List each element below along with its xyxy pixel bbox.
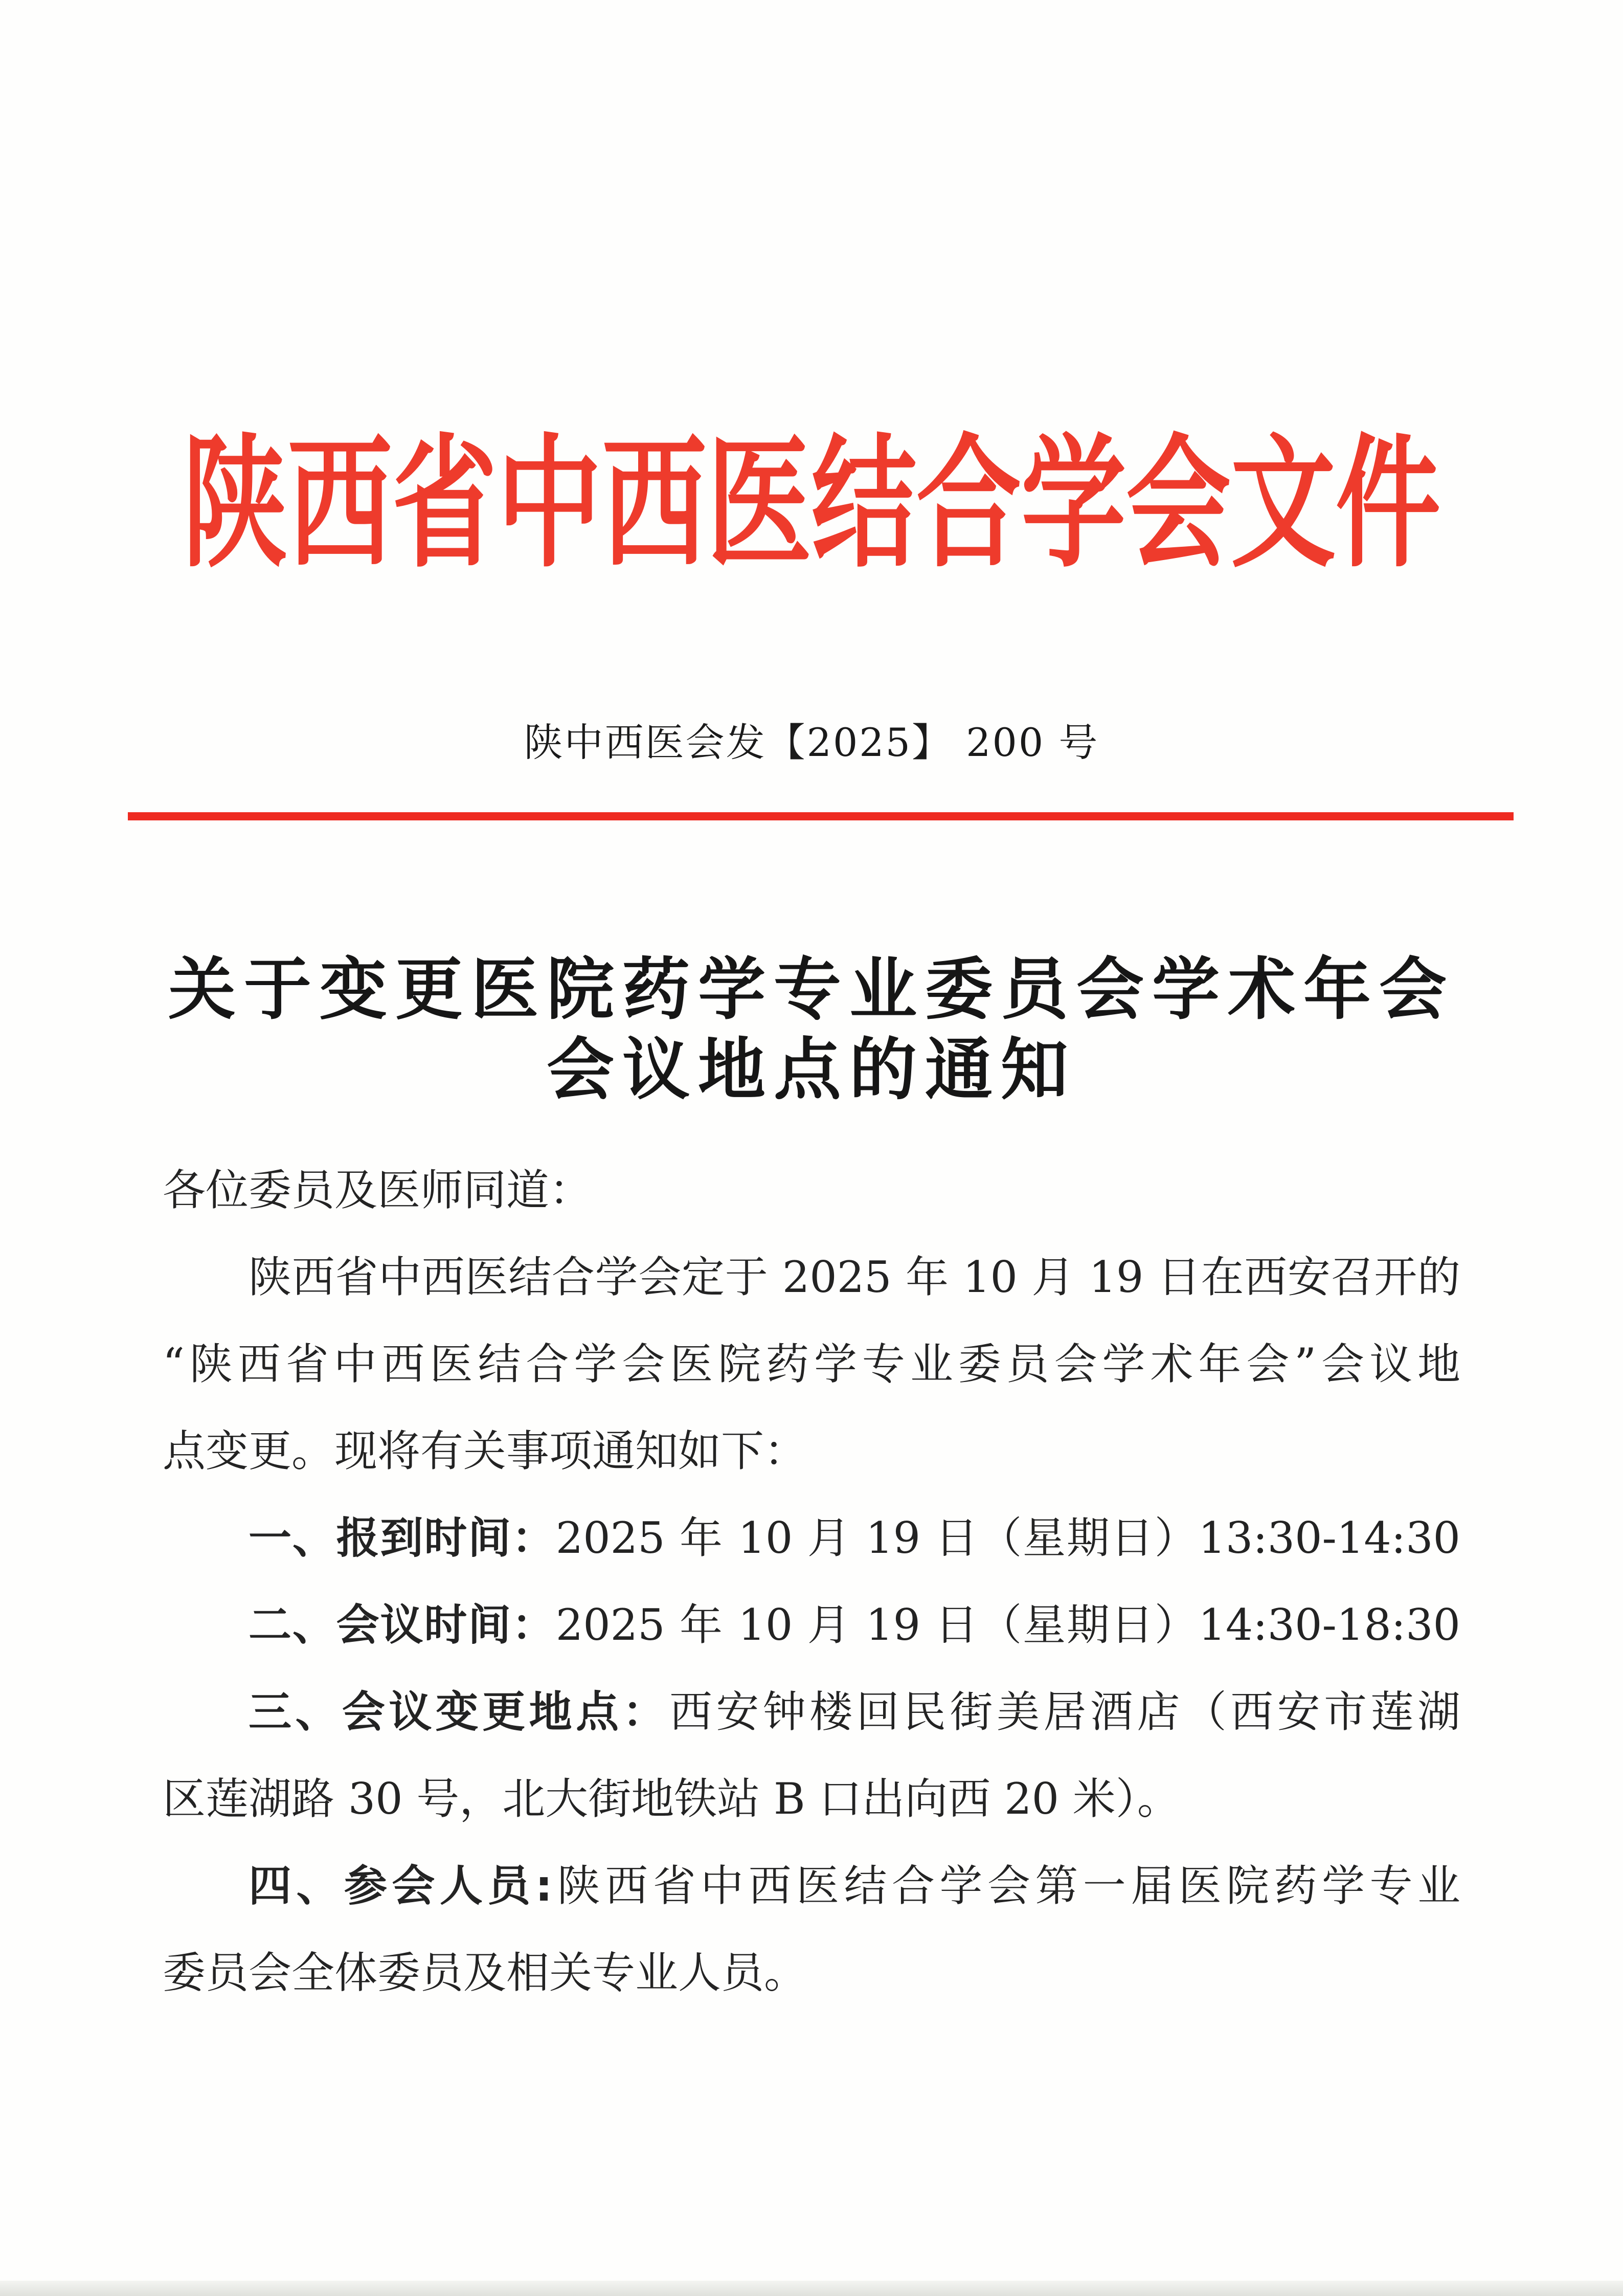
body-line-participants [163,1842,1460,1929]
body-line-label: 三、会议变更地点： [249,1687,669,1737]
body-line-text: 委员会全体委员及相关专业人员。 [163,1948,807,1998]
document-reference-number: 陕中西医会发【2025】 200 号 [524,720,1099,765]
body-line-text: 西安钟楼回民街美居酒店（西安市莲湖 [669,1687,1460,1737]
body-line-label: 一、报到时间： [249,1513,556,1563]
letterhead-org-title: 陕西省中西医结合学会文件 [183,420,1440,587]
body-line [163,1147,1460,1234]
body-line-registration-time [163,1495,1460,1581]
body-line-text: 点变更。现将有关事项通知如下： [163,1426,807,1476]
scan-edge-artifact [0,2281,1623,2296]
body-line-meeting-time [163,1581,1460,1668]
body-line-text: 2025 年 10 月 19 日（星期日）13:30-14:30 [555,1513,1460,1563]
body-line [163,1321,1460,1408]
notice-title-line1: 关于变更医院药学专业委员会学术年会 [168,950,1455,1029]
body-line [163,1408,1460,1495]
body-line-label: 二、会议时间： [249,1600,556,1650]
body-line [163,1929,1460,2016]
body-line-text: 各位委员及医师同道： [163,1165,593,1215]
body-line-text: 陕西省中西医结合学会定于 2025 年 10 月 19 日在西安召开的 [249,1252,1460,1302]
notice-title-line2: 会议地点的通知 [547,1030,1076,1109]
notice-body [163,1147,1460,2016]
body-line-text: 陕西省中西医结合学会第一届医院药学专业 [552,1861,1460,1911]
letterhead-red-divider [128,812,1514,820]
body-line [163,1234,1460,1321]
body-line-text: 2025 年 10 月 19 日（星期日）14:30-18:30 [555,1600,1460,1650]
body-line-label: 四、参会人员: [249,1861,553,1911]
body-line-text: “陕西省中西医结合学会医院药学专业委员会学术年会”会议地 [163,1339,1460,1389]
body-line [163,1755,1460,1842]
body-line-new-venue [163,1668,1460,1755]
body-line-text: 区莲湖路 30 号，北大街地铁站 B 口出向西 20 米）。 [163,1774,1180,1824]
notice-title [0,949,1623,1110]
